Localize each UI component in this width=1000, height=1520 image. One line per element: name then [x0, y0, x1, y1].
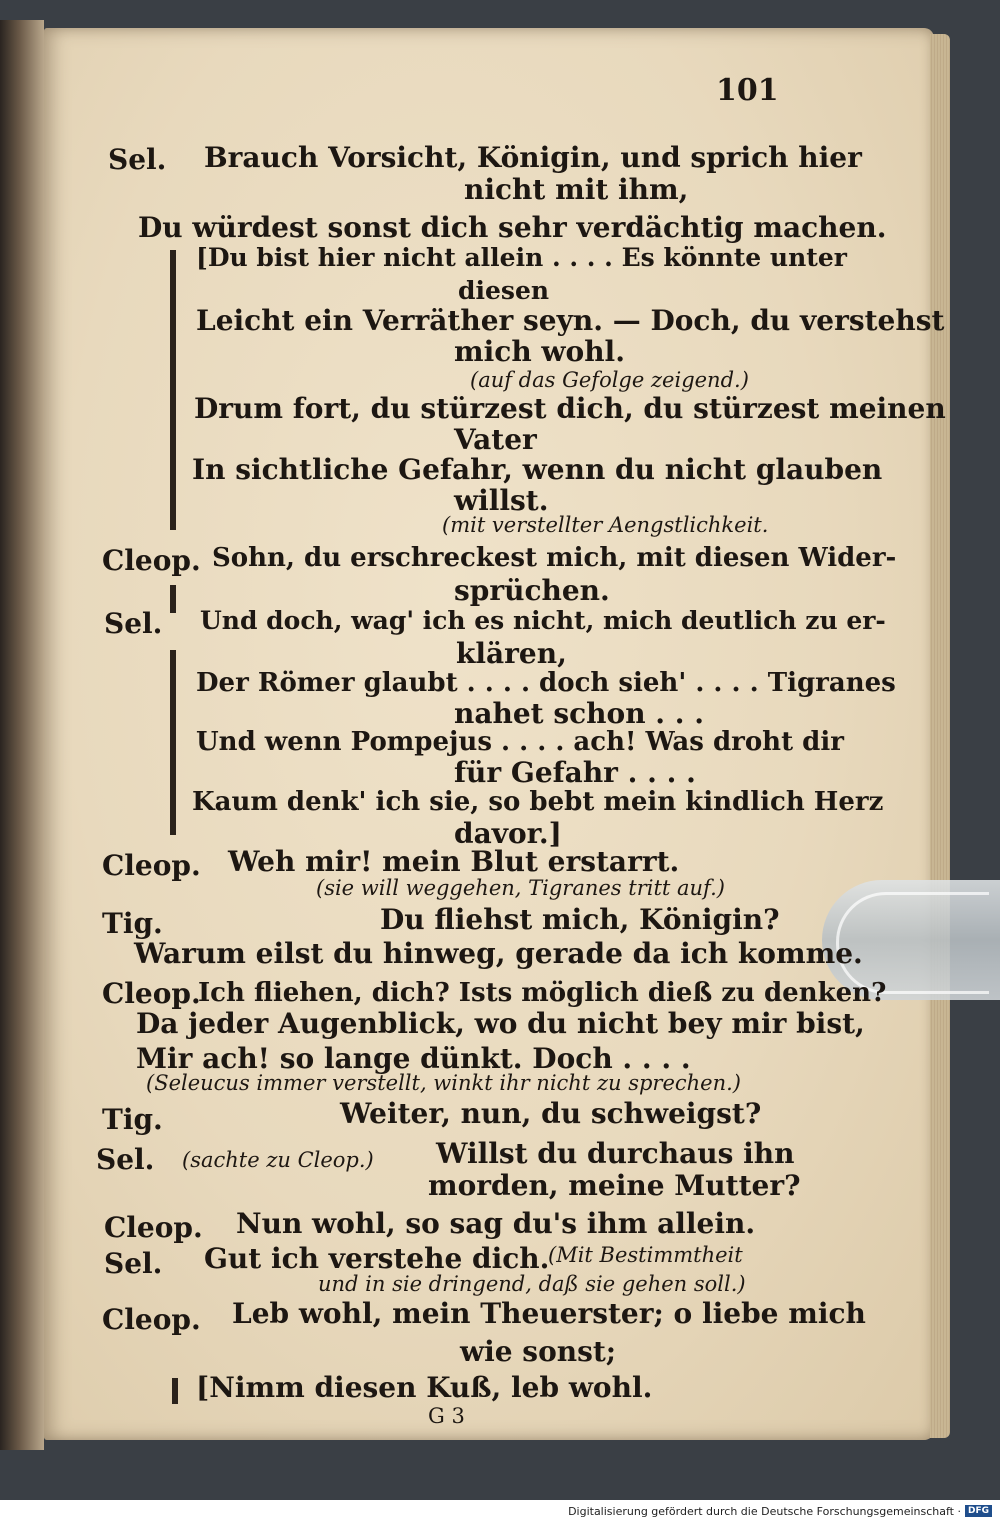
speaker-label: Sel. [108, 143, 167, 176]
margin-bar [170, 585, 176, 613]
verse-line: In sichtliche Gefahr, wenn du nicht glauben [192, 453, 883, 486]
margin-bar [172, 1378, 178, 1404]
verse-line: diesen [458, 276, 550, 305]
verse-line: wie sonst; [460, 1335, 617, 1368]
signature-mark: G 3 [428, 1404, 465, 1428]
speaker-label: Sel. [96, 1143, 155, 1176]
stage-direction: (sachte zu Cleop.) [182, 1148, 374, 1172]
stage-direction: (sie will weggehen, Tigranes tritt auf.) [316, 876, 725, 900]
stage-direction: (Mit Bestimmtheit [548, 1243, 743, 1267]
verse-line: Nun wohl, so sag du's ihm allein. [236, 1207, 756, 1240]
verse-line: Vater [454, 423, 537, 456]
verse-line: sprüchen. [454, 574, 610, 607]
verse-line: Der Römer glaubt . . . . doch sieh' . . . . Tigranes [196, 668, 896, 698]
verse-line: [Nimm diesen Kuß, leb wohl. [196, 1371, 653, 1404]
speaker-label: Sel. [104, 1247, 163, 1280]
speaker-label: Cleop. [102, 544, 201, 577]
speaker-label: Sel. [104, 607, 163, 640]
verse-line: Sohn, du erschreckest mich, mit diesen Wider- [212, 543, 897, 573]
dfg-logo: DFG [965, 1505, 992, 1517]
verse-line: Leicht ein Verräther seyn. — Doch, du verstehst [196, 304, 945, 337]
stage-direction: (Seleucus immer verstellt, winkt ihr nicht zu sprechen.) [146, 1071, 742, 1095]
verse-line: Drum fort, du stürzest dich, du stürzest meinen [194, 392, 946, 425]
verse-line: Ich fliehen, dich? Ists möglich dieß zu denken? [198, 978, 887, 1008]
verse-line: klären, [456, 637, 567, 670]
verse-line: Willst du durchaus ihn [436, 1137, 795, 1170]
footer-credit [568, 1503, 992, 1519]
speaker-label: Cleop. [102, 977, 201, 1010]
verse-line: Weh mir! mein Blut erstarrt. [228, 845, 680, 878]
speaker-label: Cleop. [104, 1211, 203, 1244]
margin-bar [170, 250, 176, 530]
verse-line: nahet schon . . . [454, 697, 705, 730]
speaker-label: Tig. [102, 907, 163, 940]
verse-line: Leb wohl, mein Theuerster; o liebe mich [232, 1297, 866, 1330]
verse-line: mich wohl. [454, 335, 625, 368]
verse-line: für Gefahr . . . . [454, 756, 696, 789]
verse-line: Und wenn Pompejus . . . . ach! Was droht dir [196, 727, 844, 757]
speaker-label: Tig. [102, 1103, 163, 1136]
stage-direction: (auf das Gefolge zeigend.) [470, 368, 749, 392]
verse-line: nicht mit ihm, [464, 173, 689, 206]
verse-line: Da jeder Augenblick, wo du nicht bey mir bist, [136, 1007, 865, 1040]
verse-line: Gut ich verstehe dich. [204, 1242, 550, 1275]
verse-line: morden, meine Mutter? [428, 1169, 801, 1202]
verse-line: Du fliehst mich, Königin? [380, 903, 780, 936]
verse-line: [Du bist hier nicht allein . . . . Es könnte unter [196, 243, 847, 272]
speaker-label: Cleop. [102, 849, 201, 882]
page-number: 101 [716, 73, 779, 108]
footer-credit-text: Digitalisierung gefördert durch die Deutsche Forschungsgemeinschaft · [568, 1504, 961, 1518]
verse-line: davor.] [454, 817, 562, 850]
verse-line: Kaum denk' ich sie, so bebt mein kindlich Herz [192, 787, 884, 817]
verse-line: Mir ach! so lange dünkt. Doch . . . . [136, 1042, 691, 1075]
stage-direction: und in sie dringend, daß sie gehen soll.) [318, 1272, 746, 1296]
verse-line: willst. [454, 484, 549, 517]
speaker-label: Cleop. [102, 1303, 201, 1336]
verse-line: Warum eilst du hinweg, gerade da ich komme. [134, 937, 863, 970]
margin-bar [170, 650, 176, 835]
verse-line: Und doch, wag' ich es nicht, mich deutlich zu er- [200, 606, 886, 635]
verse-line: Du würdest sonst dich sehr verdächtig machen. [138, 211, 887, 244]
verse-line: Brauch Vorsicht, Königin, und sprich hier [204, 141, 862, 174]
verse-line: Weiter, nun, du schweigst? [340, 1097, 762, 1130]
stage-direction: (mit verstellter Aengstlichkeit. [442, 513, 769, 537]
